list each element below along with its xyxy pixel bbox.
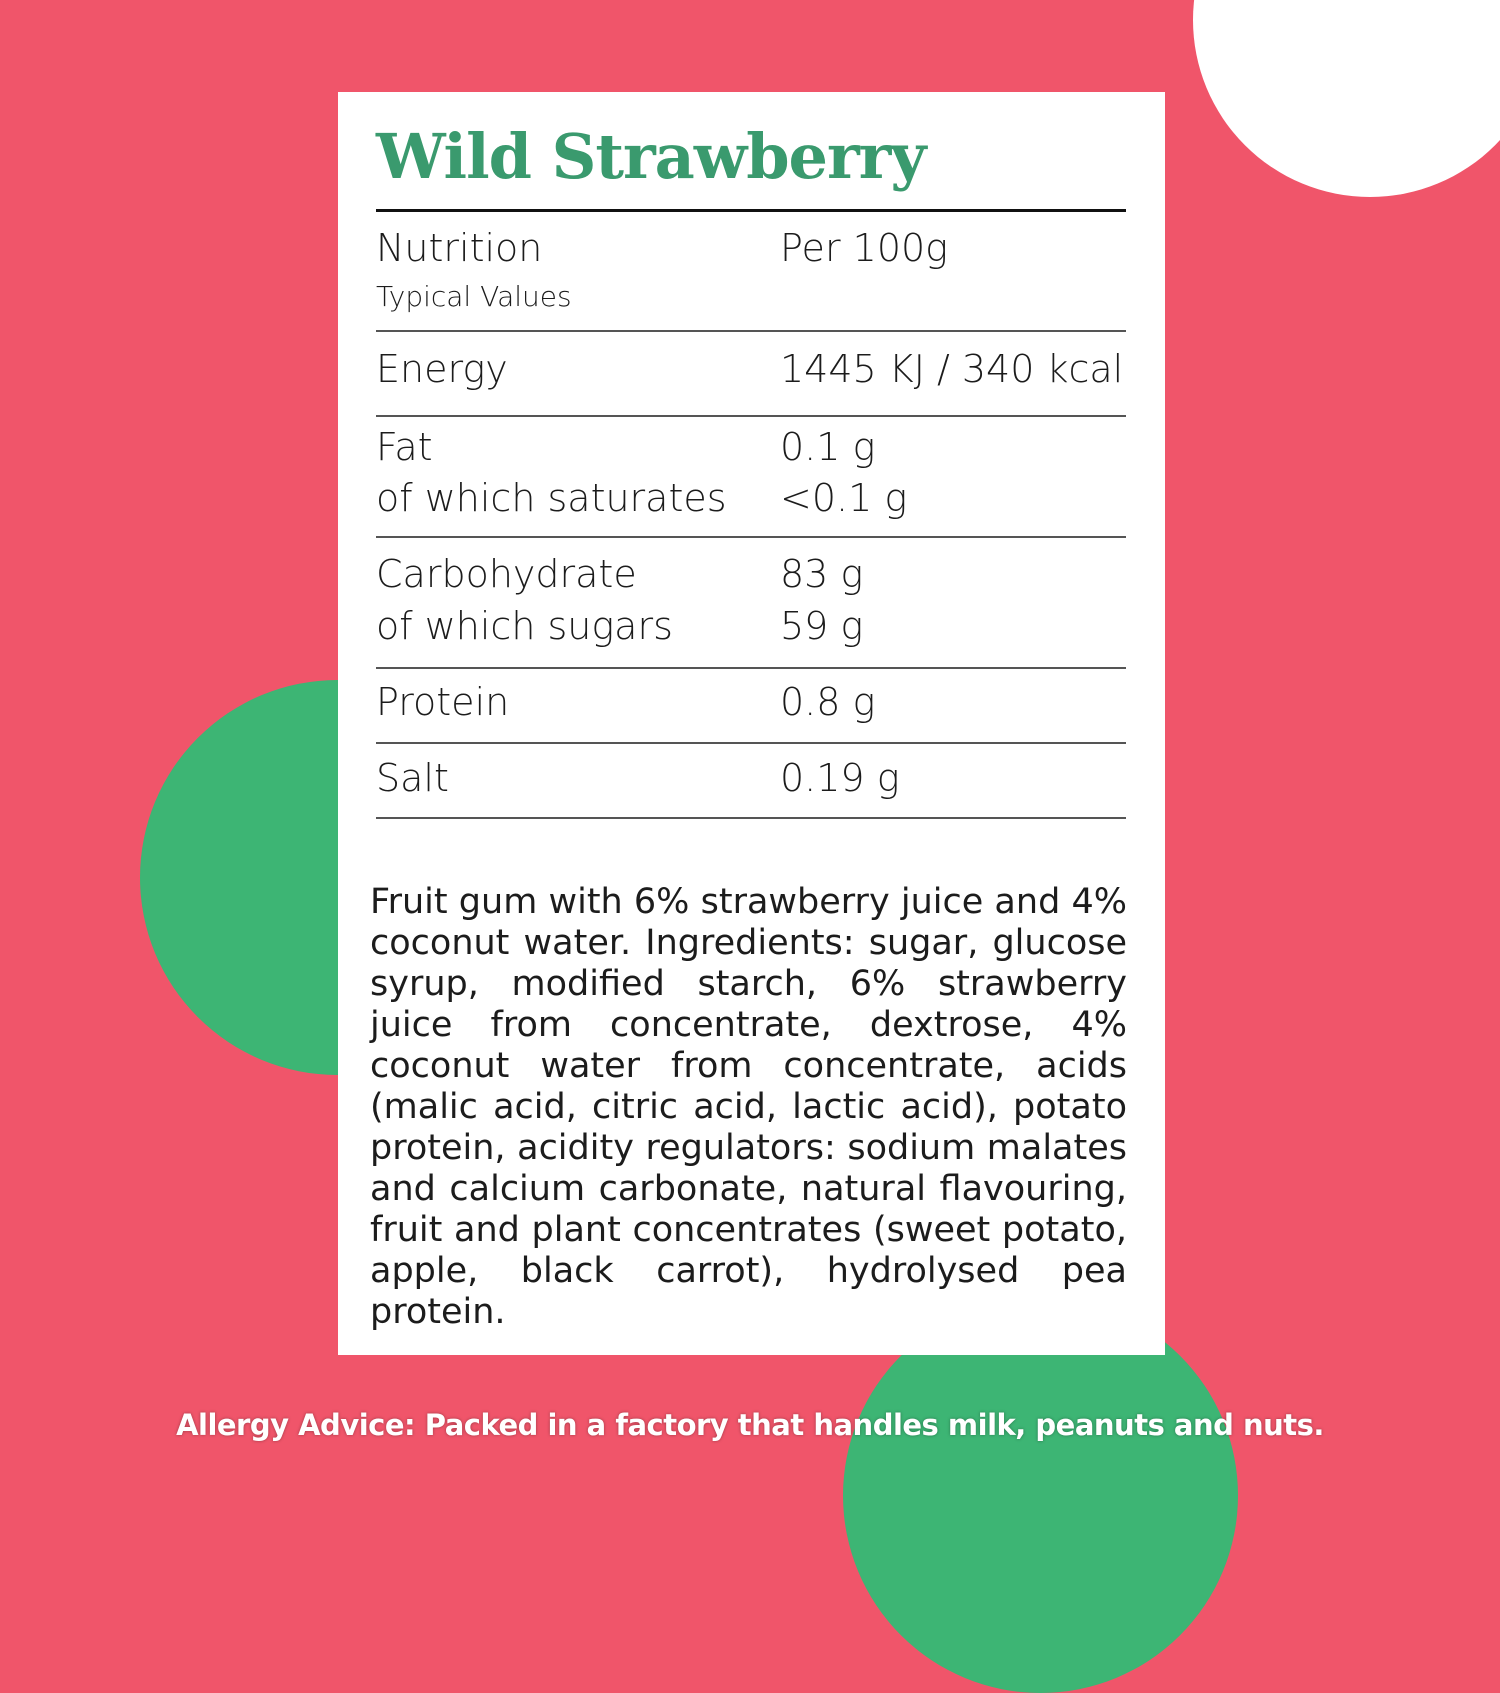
green-circle-decoration <box>843 1298 1238 1693</box>
row-label: Fat <box>376 425 433 469</box>
row-value: 0.19 g <box>780 756 900 800</box>
divider <box>376 742 1126 744</box>
row-value: 83 g <box>780 552 864 596</box>
row-sub-label: of which sugars <box>376 604 673 648</box>
row-label: Salt <box>376 756 449 800</box>
row-sub-label: of which saturates <box>376 476 727 520</box>
row-label: Energy <box>376 347 508 391</box>
row-sub-value: <0.1 g <box>780 476 908 520</box>
row-label: Protein <box>376 680 510 724</box>
divider <box>376 209 1126 212</box>
header-value: Per 100g <box>780 226 948 270</box>
divider <box>376 536 1126 538</box>
row-sub-value: 59 g <box>780 604 864 648</box>
row-value: 1445 KJ / 340 kcal <box>780 347 1124 391</box>
white-circle-decoration <box>1193 0 1500 197</box>
product-title: Wild Strawberry <box>376 120 926 193</box>
divider <box>376 667 1126 669</box>
row-value: 0.1 g <box>780 425 876 469</box>
header-sublabel: Typical Values <box>376 280 572 313</box>
divider <box>376 817 1126 819</box>
divider <box>376 415 1126 417</box>
allergy-advice: Allergy Advice: Packed in a factory that handles milk, peanuts and nuts. <box>176 1408 1324 1442</box>
divider <box>376 330 1126 332</box>
header-label: Nutrition <box>376 226 543 270</box>
row-label: Carbohydrate <box>376 552 637 596</box>
row-value: 0.8 g <box>780 680 876 724</box>
ingredients-text: Fruit gum with 6% strawberry juice and 4% coconut water. Ingredients: sugar, glucose syrup, modified starch, 6% strawberry juice from concentrate, dextrose, 4% coconut water from concentrate, acids (malic acid, citric acid, lactic acid), potato protein, acidity regulators: sodium malates and calcium carbonate, natural flavouring, fruit and plant concentrates (sweet potato, apple, black carrot), hydrolysed pea protein. <box>370 882 1127 1332</box>
nutrition-label-card <box>338 92 1165 1355</box>
